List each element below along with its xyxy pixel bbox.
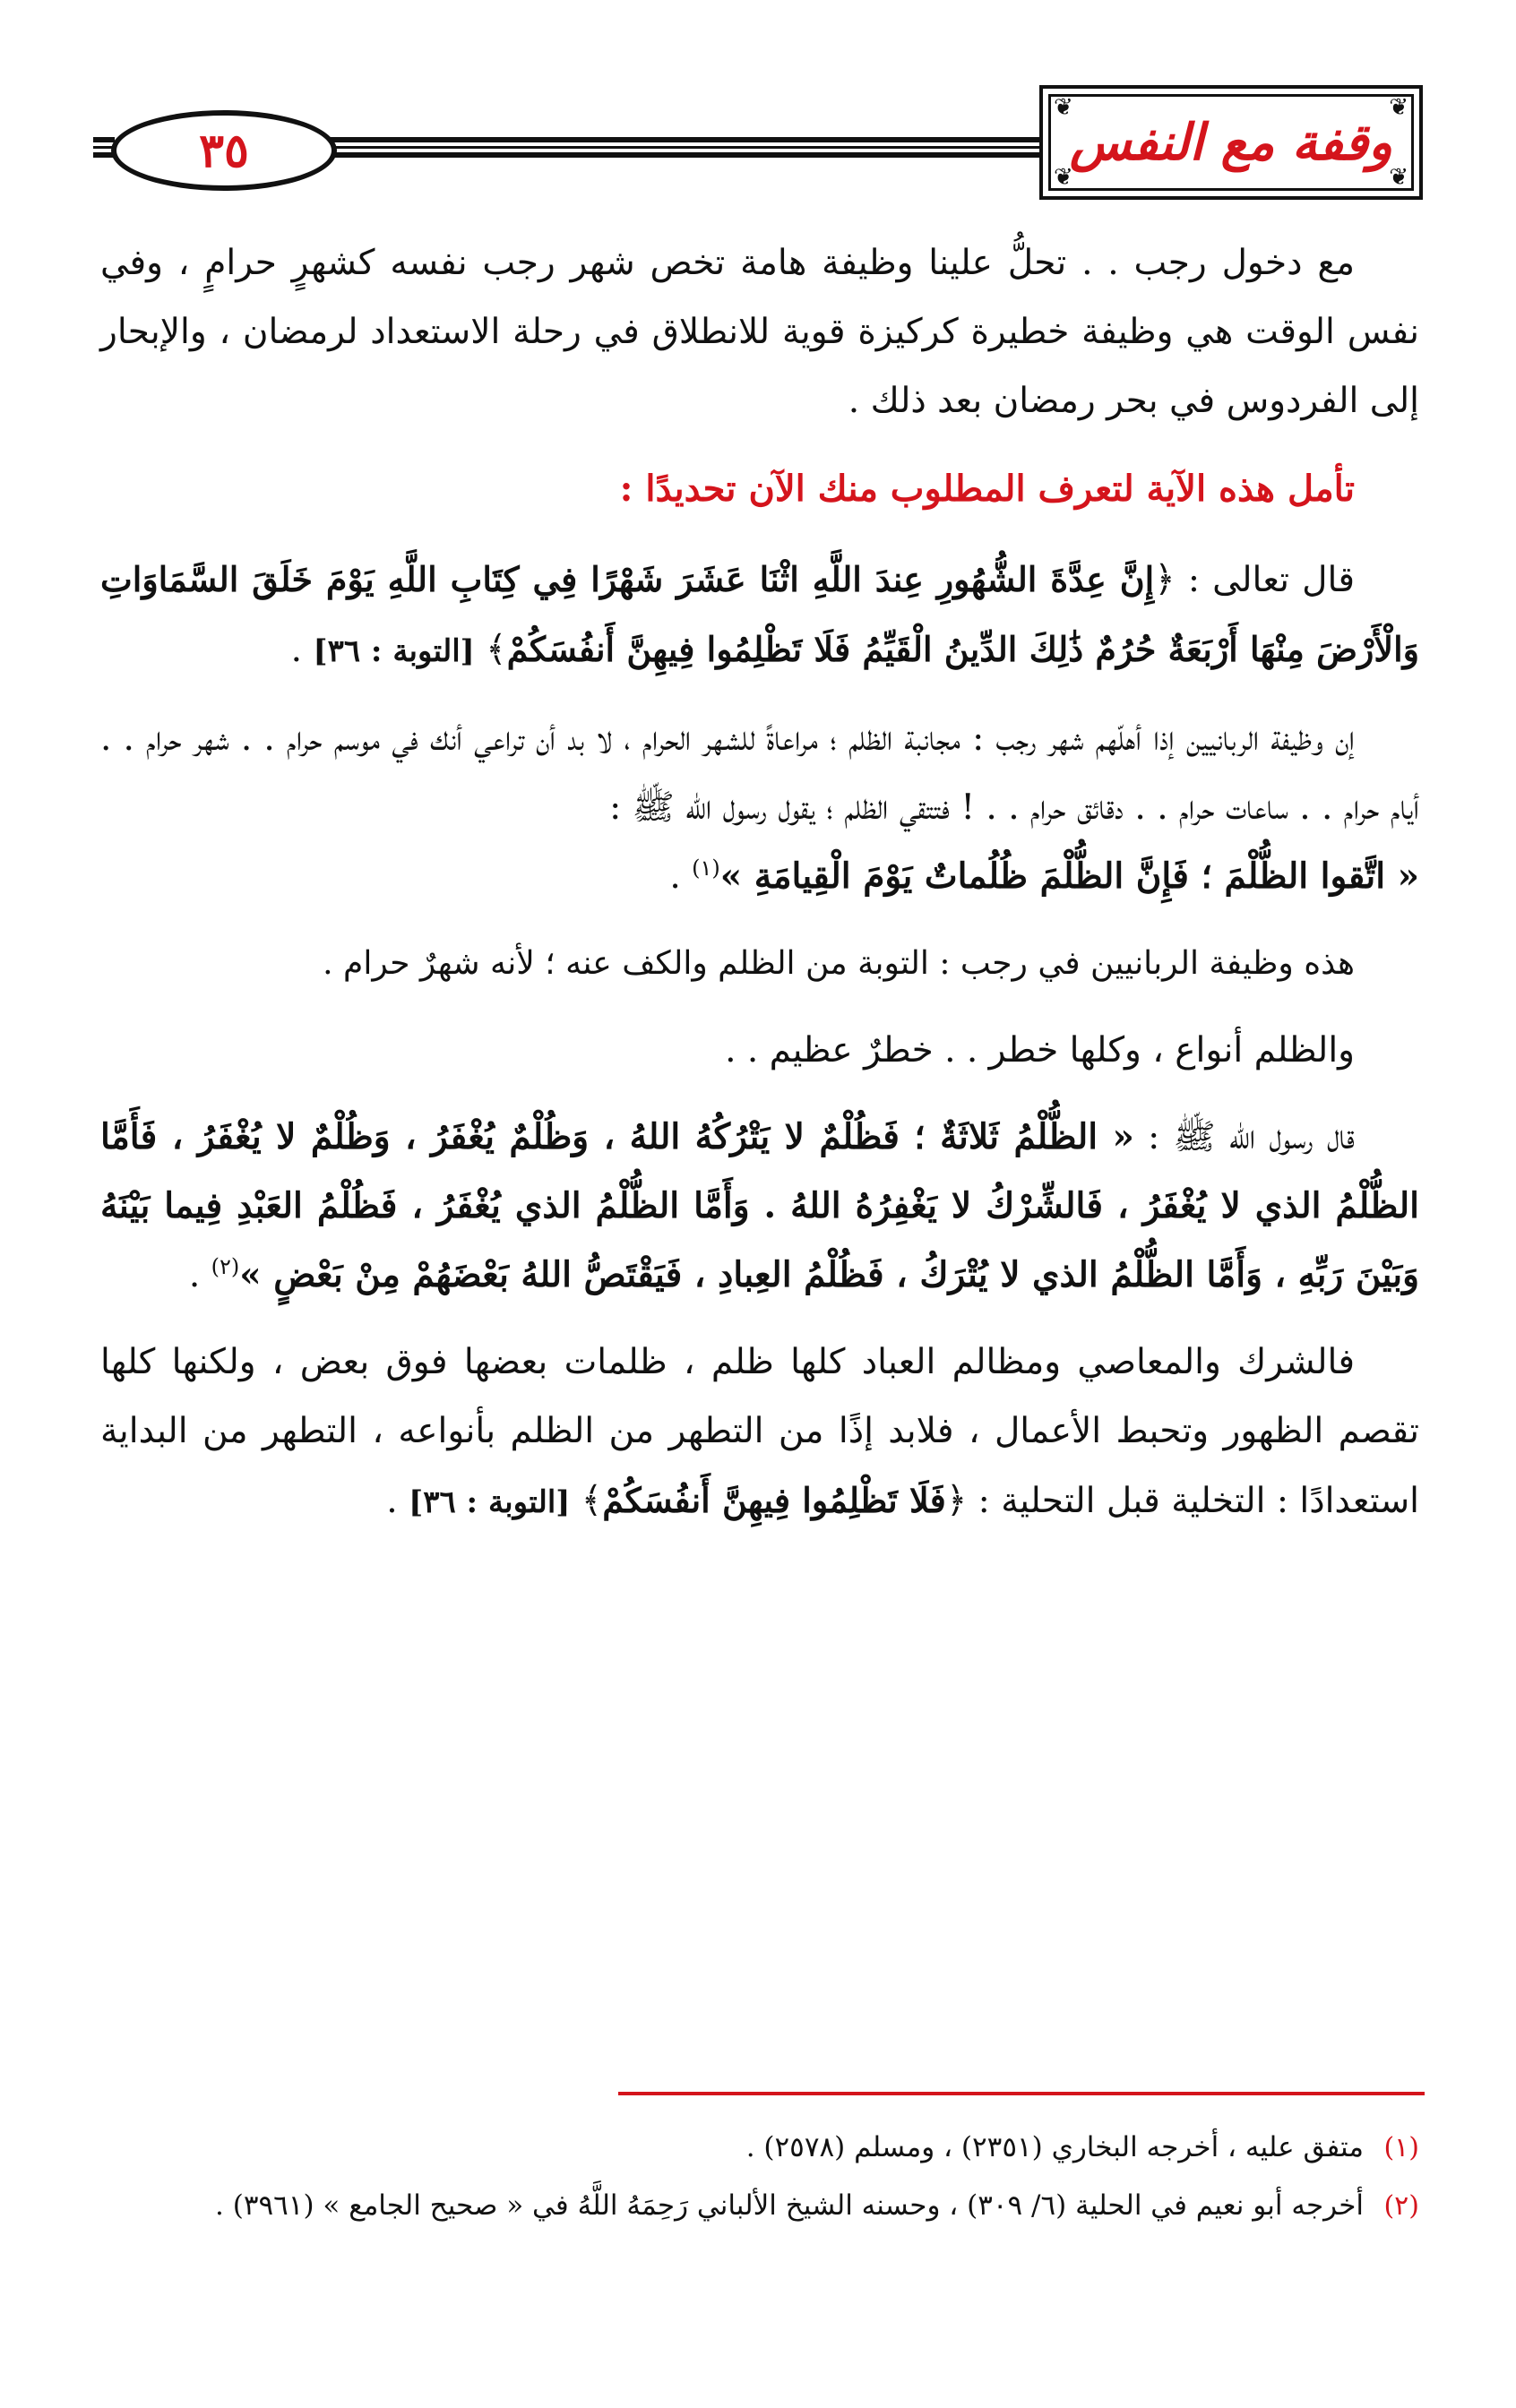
- footnote-separator: [618, 2092, 1425, 2095]
- hadith-text: « الظُّلْمُ ثَلاثَةٌ ؛ فَظُلْمٌ لا يَتْرُكُهُ اللهُ ، وَظُلْمٌ يُغْفَرُ ، وَظُلْمٌ لا يُغْفَرُ ، فَأَمَّا الظُّلْمُ الذي لا يُغْفَرُ ، فَالشِّرْكُ لا يَغْفِرُهُ اللهُ . وَأَمَّا الظُّلْمُ الذي يُغْفَرُ ، فَظُلْمُ العَبْدِ فِيما بَيْنَهُ وَبَيْنَ رَبِّهِ ، وَأَمَّا الظُّلْمُ الذي لا يُتْرَكُ ، فَظُلْمُ العِبادِ ، فَيَقْتَصُّ اللهُ بَعْضَهُمْ مِنْ بَعْضٍ »: [100, 1116, 1419, 1295]
- footnote-item: [100, 2119, 1419, 2177]
- page-body: [100, 228, 1419, 1555]
- paragraph-intro: مع دخول رجب . . تحلُّ علينا وظيفة هامة تخص شهر رجب نفسه كشهرٍ حرامٍ ، وفي نفس الوقت هي وظيفة خطيرة كركيزة قوية للانطلاق في رحلة الاستعداد لرمضان ، والإبحار إلى الفردوس في بحر رمضان بعد ذلك .: [100, 243, 1419, 421]
- quran-close-bracket: ﴾: [581, 1480, 603, 1521]
- footnote-number: (٢): [1383, 2190, 1419, 2222]
- page-header: [93, 85, 1423, 211]
- header-rule: [228, 137, 1047, 159]
- footnote-number: (١): [1383, 2132, 1419, 2163]
- footnote-text: أخرجه أبو نعيم في الحلية (٦/ ٣٠٩) ، وحسنه الشيخ الألباني رَحِمَهُ اللَّهُ في « صحيح الجامع » (٣٩٦١) .: [215, 2189, 1364, 2222]
- verse-end: .: [290, 630, 314, 670]
- paragraph-verse: [100, 545, 1419, 686]
- running-title: وقفة مع النفس: [1069, 113, 1393, 172]
- quran-close-bracket: ﴾: [486, 629, 507, 670]
- paragraph-conclusion: [100, 1328, 1419, 1537]
- hadith-text: « اتَّقوا الظُّلْمَ ؛ فَإِنَّ الظُّلْمَ ظُلُماتٌ يَوْمَ الْقِيامَةِ »: [719, 856, 1419, 897]
- paragraph-text: فالشرك والمعاصي ومظالم العباد كلها ظلم ، ظلمات بعضها فوق بعض ، ولكنها كلها تقصم الظهور وتحبط الأعمال ، فلابد إذًا من التطهر من الظلم بأنواعه ، التطهر من البداية استعدادًا : التخلية قبل التحلية :: [100, 1342, 1419, 1521]
- paragraph-end: .: [669, 856, 693, 897]
- quran-open-bracket: ﴿: [945, 1480, 968, 1521]
- corner-ornament-icon: ❦: [1054, 94, 1073, 121]
- footnote-text: متفق عليه ، أخرجه البخاري (٢٣٥١) ، ومسلم (٢٥٧٨) .: [745, 2131, 1364, 2163]
- corner-ornament-icon: ❦: [1389, 164, 1408, 191]
- corner-ornament-icon: ❦: [1389, 94, 1408, 121]
- hadith-intro: قال رسول الله ﷺ :: [1148, 1117, 1356, 1157]
- page-number-oval: [111, 110, 337, 191]
- verse-end: .: [386, 1481, 409, 1521]
- verse-reference: [التوبة : ٣٦]: [409, 1484, 571, 1520]
- paragraph-end: .: [188, 1255, 211, 1295]
- footnotes: [100, 2119, 1419, 2235]
- paragraph-duty: هذه وظيفة الربانيين في رجب : التوبة من الظلم والكف عنه ؛ لأنه شهرٌ حرام .: [323, 945, 1355, 982]
- footnote-item: [100, 2177, 1419, 2235]
- page-number: ٣٥: [199, 123, 249, 178]
- paragraph-types: والظلم أنواع ، وكلها خطر . . خطرٌ عظيم . .: [725, 1030, 1355, 1071]
- quran-verse: فَلَا تَظْلِمُوا فِيهِنَّ أَنفُسَكُمْ: [602, 1480, 946, 1520]
- corner-ornament-icon: ❦: [1054, 164, 1073, 191]
- paragraph-rabbaniyyin: [100, 704, 1419, 911]
- paragraph-hadith-three: [100, 1103, 1419, 1310]
- section-heading: تأمل هذه الآية لتعرف المطلوب منك الآن تحديدًا :: [619, 468, 1355, 510]
- footnote-marker: (١): [692, 856, 720, 881]
- paragraph-text: إن وظيفة الربانيين إذا أهلّهم شهر رجب : مجانبة الظلم ؛ مراعاةً للشهر الحرام ، لا بد أن تراعي أنك في موسم حرام . . شهر حرام . . أيام حرام . . ساعات حرام . . دقائق حرام . . ! فتتقي الظلم ؛ يقول رسول الله ﷺ :: [100, 718, 1419, 828]
- verse-intro: قال تعالى :: [1187, 560, 1355, 600]
- running-title-box: [1039, 85, 1423, 200]
- footnote-marker: (٢): [211, 1254, 240, 1279]
- quran-verse: إِنَّ عِدَّةَ الشُّهُورِ عِندَ اللَّهِ اثْنَا عَشَرَ شَهْرًا فِي كِتَابِ اللَّهِ يَوْمَ خَلَقَ السَّمَاوَاتِ وَالْأَرْضَ مِنْهَا أَرْبَعَةٌ حُرُمٌ ذَٰلِكَ الدِّينُ الْقَيِّمُ فَلَا تَظْلِمُوا فِيهِنَّ أَنفُسَكُمْ: [100, 559, 1419, 669]
- verse-reference: [التوبة : ٣٦]: [313, 633, 475, 669]
- quran-open-bracket: ﴿: [1154, 559, 1176, 600]
